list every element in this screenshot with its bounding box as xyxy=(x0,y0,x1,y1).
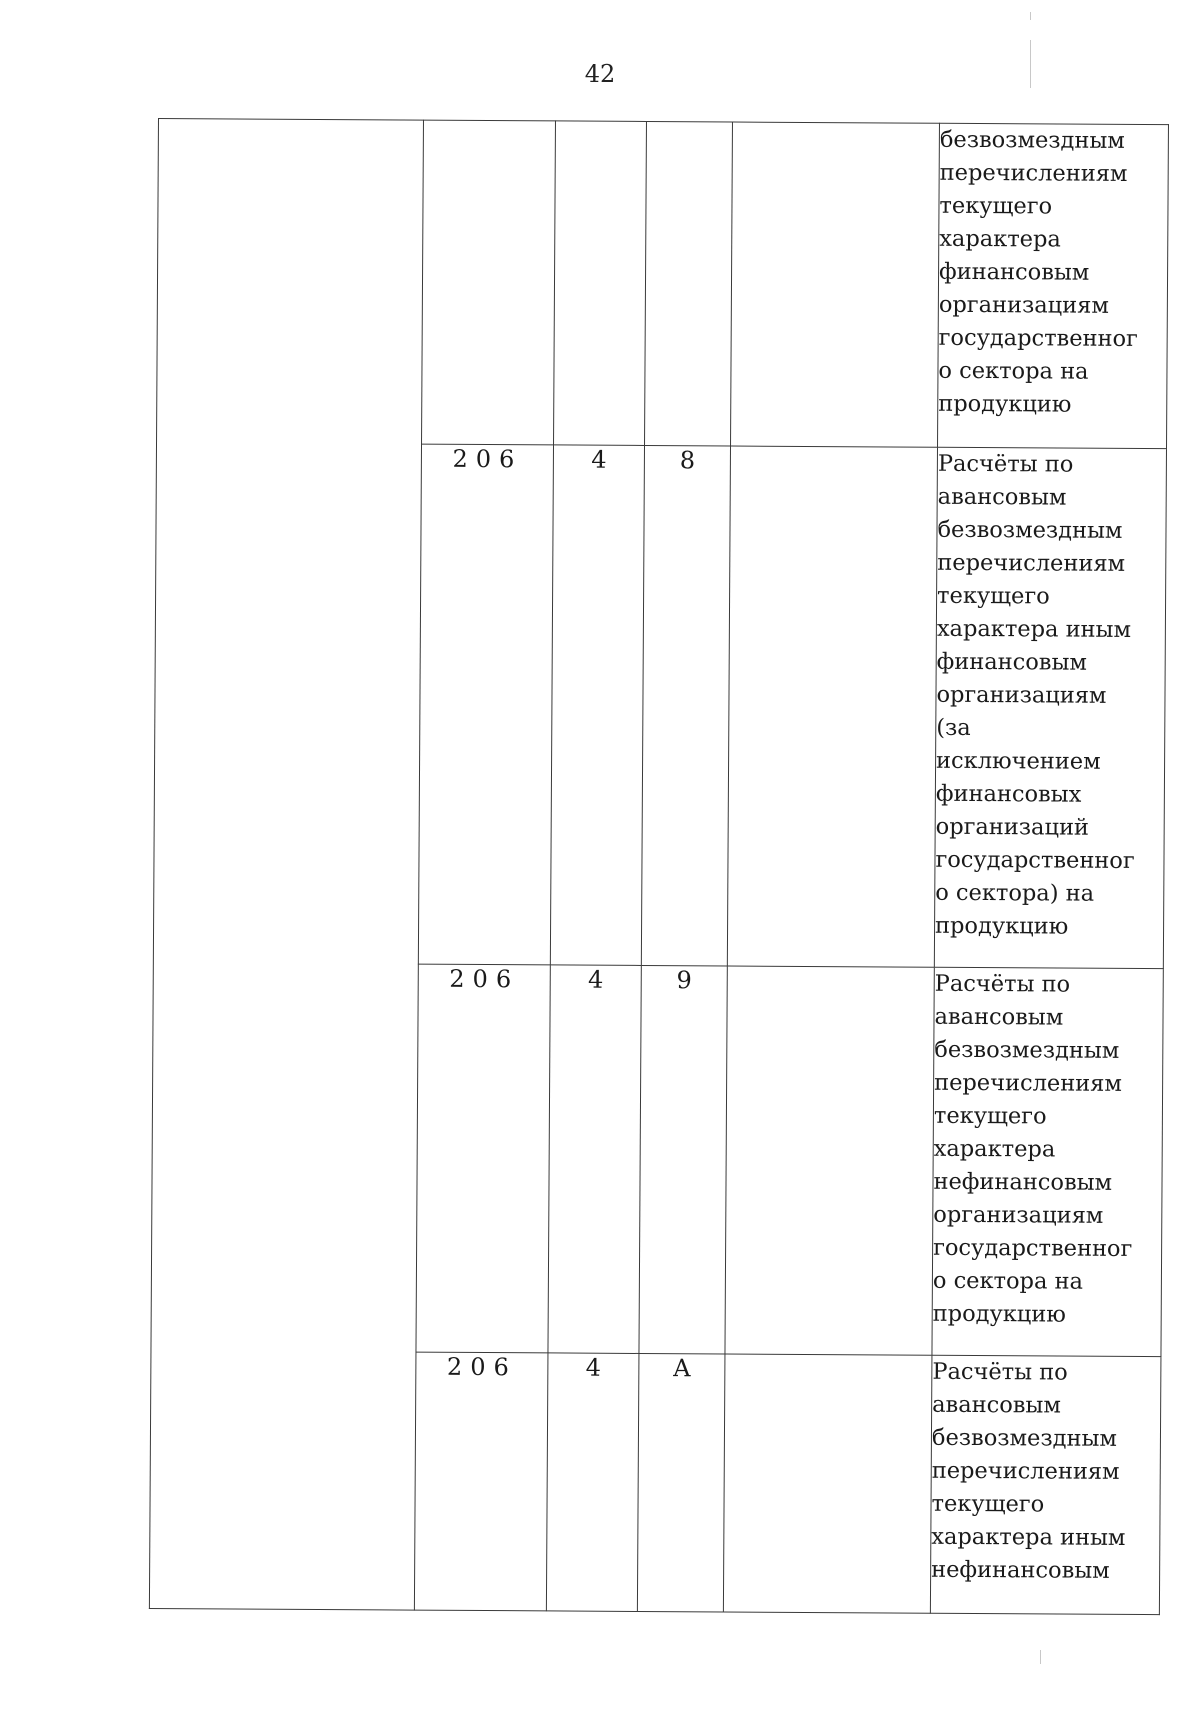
description-line: Расчёты по xyxy=(937,450,1074,478)
description-line: организаций xyxy=(935,813,1090,841)
description-line: финансовых xyxy=(935,780,1082,808)
description-line: государственног xyxy=(935,846,1135,874)
description-line: перечислениям xyxy=(939,159,1128,187)
description-line: авансовым xyxy=(932,1391,1061,1419)
group-cell xyxy=(554,121,647,446)
group-cell: 4 xyxy=(550,445,644,966)
group-cell: 4 xyxy=(546,1353,639,1612)
subgroup-cell: 8 xyxy=(641,445,730,966)
subgroup-cell xyxy=(645,121,733,446)
empty-cell xyxy=(723,1354,932,1613)
subgroup-cell: А xyxy=(637,1353,725,1612)
description-cell xyxy=(932,967,1163,1356)
description-line: авансовым xyxy=(934,1003,1064,1031)
description-line: текущего xyxy=(931,1490,1045,1518)
description-line: перечислениям xyxy=(931,1457,1120,1485)
description-line: о сектора на xyxy=(932,1267,1084,1295)
account-code-cell: 206 xyxy=(416,964,550,1353)
description-line: нефинансовым xyxy=(931,1556,1110,1584)
description-line: государственног xyxy=(933,1234,1133,1262)
description-line: текущего xyxy=(933,1102,1047,1130)
description-line: безвозмездным xyxy=(934,1036,1120,1064)
empty-cell xyxy=(725,966,934,1355)
description-line: перечислениям xyxy=(937,549,1126,577)
description-line: исключением xyxy=(936,747,1101,775)
group-cell: 4 xyxy=(548,965,641,1354)
description-line: безвозмездным xyxy=(937,516,1123,544)
description-line: нефинансовым xyxy=(933,1168,1113,1196)
empty-cell xyxy=(731,122,940,447)
description-line: авансовым xyxy=(937,483,1067,511)
description-line: безвозмездным xyxy=(931,1424,1117,1452)
description-line: характера xyxy=(933,1135,1056,1163)
description-line: безвозмездным xyxy=(939,126,1125,154)
description-line: перечислениям xyxy=(934,1069,1123,1097)
left-merged-cell xyxy=(149,119,423,1611)
scan-artifact-line xyxy=(1030,12,1031,20)
description-cell xyxy=(934,447,1166,968)
description-line: государственног xyxy=(938,324,1138,352)
description-line: текущего xyxy=(937,582,1050,610)
description-line: финансовым xyxy=(938,258,1090,286)
table-row xyxy=(157,119,1169,449)
description-line: Расчёты по xyxy=(934,970,1071,998)
scan-artifact-line xyxy=(1040,1650,1041,1664)
description-line: Расчёты по xyxy=(932,1358,1068,1386)
description-line: продукцию xyxy=(935,912,1069,940)
description-line: о сектора на xyxy=(938,357,1089,385)
description-line: текущего xyxy=(939,192,1053,220)
description-line: финансовым xyxy=(936,648,1088,676)
description-cell xyxy=(930,1355,1161,1614)
subgroup-cell: 9 xyxy=(639,965,727,1354)
description-line: организациям xyxy=(938,291,1109,319)
description-line: характера xyxy=(939,225,1061,253)
description-line: характера иным xyxy=(931,1523,1126,1551)
description-line: характера иным xyxy=(936,615,1132,643)
description-line: продукцию xyxy=(932,1300,1066,1328)
description-cell xyxy=(938,123,1169,448)
description-line: организациям xyxy=(936,681,1107,709)
empty-cell xyxy=(727,446,937,967)
accounts-table xyxy=(149,118,1169,1615)
description-line: о сектора) на xyxy=(935,879,1095,907)
description-line: организациям xyxy=(933,1201,1104,1229)
page-number: 42 xyxy=(584,60,616,88)
account-code-cell: 206 xyxy=(414,1352,548,1611)
scan-artifact-line xyxy=(1030,40,1031,88)
description-line: продукцию xyxy=(938,390,1072,418)
description-line: (за xyxy=(936,714,971,741)
account-code-cell: 206 xyxy=(418,444,553,965)
account-code-cell xyxy=(422,120,556,445)
